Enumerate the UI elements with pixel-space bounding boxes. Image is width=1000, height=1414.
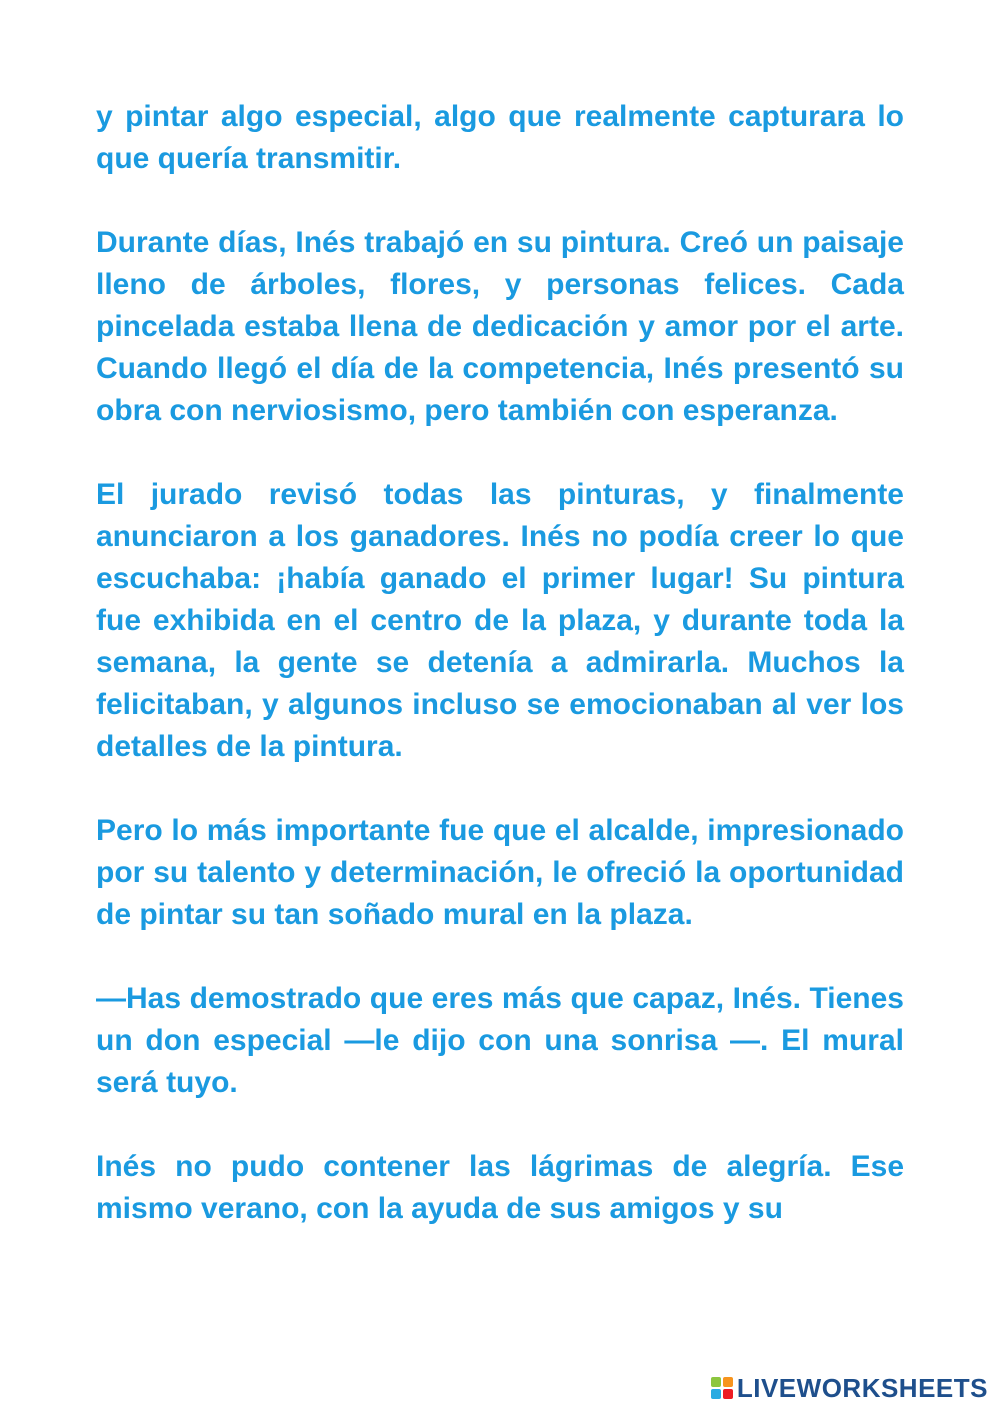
paragraph-6: Inés no pudo contener las lágrimas de alegría. Ese mismo verano, con la ayuda de sus amigos y su bbox=[96, 1150, 904, 1225]
paragraph-1: y pintar algo especial, algo que realmente capturara lo que quería transmitir. bbox=[96, 100, 904, 175]
paragraph-2: Durante días, Inés trabajó en su pintura. Creó un paisaje lleno de árboles, flores, y personas felices. Cada pincelada estaba llena de dedicación y amor por el arte. Cuando llegó el día de la competencia, Inés presentó su obra con nerviosismo, pero también con esperanza. bbox=[96, 226, 904, 427]
logo-square-3 bbox=[711, 1389, 721, 1399]
logo-wordmark: LIVEWORKSHEETS bbox=[736, 1372, 988, 1403]
logo-square-2 bbox=[723, 1377, 733, 1387]
paragraph-3: El jurado revisó todas las pinturas, y finalmente anunciaron a los ganadores. Inés no podía creer lo que escuchaba: ¡había ganado el primer lugar! Su pintura fue exhibida en el centro de la plaza, y durante toda la semana, la gente se detenía a admirarla. Muchos la felicitaban, y algunos incluso se emocionaban al ver los detalles de la pintura. bbox=[96, 478, 904, 763]
logo-square-4 bbox=[723, 1389, 733, 1399]
paragraph-5: —Has demostrado que eres más que capaz, Inés. Tienes un don especial —le dijo con una sonrisa —. El mural será tuyo. bbox=[96, 982, 904, 1099]
liveworksheets-logo[interactable] bbox=[711, 1374, 988, 1402]
paragraph-4: Pero lo más importante fue que el alcalde, impresionado por su talento y determinación, le ofreció la oportunidad de pintar su tan soñado mural en la plaza. bbox=[96, 814, 904, 931]
story-text bbox=[96, 96, 904, 1272]
logo-square-1 bbox=[711, 1377, 721, 1387]
liveworksheets-logo-icon bbox=[711, 1377, 733, 1399]
